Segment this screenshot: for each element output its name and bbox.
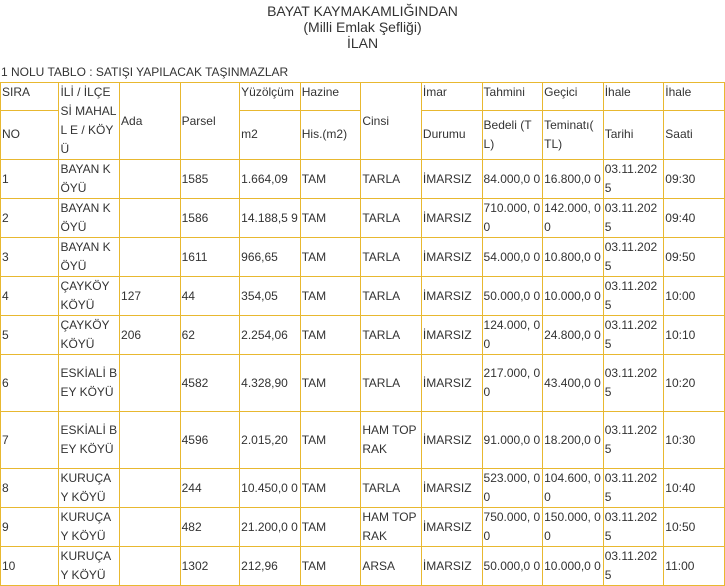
cell-yuz: 354,05 [240,277,301,316]
cell-saat: 09:40 [664,199,725,238]
cell-teminat: 43.400,0 0 [543,355,604,412]
cell-tarih: 03.11.202 5 [603,547,664,586]
cell-imar: İMARSIZ [421,508,482,547]
cell-cinsi: HAM TOPRAK [361,412,422,469]
table-row [1,160,725,199]
cell-no: 5 [1,316,59,355]
cell-koy: BAYAN KÖYÜ [59,160,120,199]
cell-parsel: 1611 [180,238,240,277]
cell-koy: ÇAYKÖY KÖYÜ [59,277,120,316]
cell-koy: BAYAN KÖYÜ [59,199,120,238]
table-row [1,547,725,586]
table-row [1,199,725,238]
cell-saat: 10:20 [664,355,725,412]
col-yuzolcum-unit: m2 [240,110,301,159]
table-row [1,508,725,547]
cell-tarih: 03.11.202 5 [603,238,664,277]
cell-yuz: 212,96 [240,547,301,586]
cell-hazine: TAM [300,277,361,316]
cell-parsel: 482 [180,508,240,547]
cell-bedel: 84.000,0 0 [482,160,543,199]
properties-table [0,82,725,586]
cell-ada [120,199,181,238]
cell-koy: ÇAYKÖY KÖYÜ [59,316,120,355]
cell-cinsi: TARLA [361,316,422,355]
cell-imar: İMARSIZ [421,277,482,316]
cell-bedel: 54.000,0 0 [482,238,543,277]
cell-bedel: 50.000,0 0 [482,547,543,586]
cell-saat: 09:50 [664,238,725,277]
cell-bedel: 124.000, 00 [482,316,543,355]
cell-no: 1 [1,160,59,199]
cell-imar: İMARSIZ [421,412,482,469]
cell-yuz: 2.015,20 [240,412,301,469]
table-row [1,277,725,316]
col-parsel: Parsel [180,83,240,160]
col-gecici-teminati: Teminatı( TL) [543,110,604,159]
cell-parsel: 1302 [180,547,240,586]
cell-hazine: TAM [300,316,361,355]
cell-parsel: 4582 [180,355,240,412]
cell-hazine: TAM [300,547,361,586]
cell-ada [120,355,181,412]
col-imar: İmar [421,83,482,111]
cell-teminat: 150.000, 00 [543,508,604,547]
cell-saat: 10:40 [664,469,725,508]
cell-tarih: 03.11.202 5 [603,316,664,355]
cell-saat: 10:30 [664,412,725,469]
cell-ada [120,160,181,199]
cell-imar: İMARSIZ [421,199,482,238]
cell-ada: 127 [120,277,181,316]
cell-koy: KURUÇA Y KÖYÜ [59,469,120,508]
cell-ada [120,412,181,469]
cell-saat: 10:50 [664,508,725,547]
cell-bedel: 217.000, 00 [482,355,543,412]
col-hazine: Hazine [300,83,361,111]
cell-cinsi: TARLA [361,160,422,199]
col-ihale-tarihi-label: Tarihi [603,110,664,159]
cell-parsel: 4596 [180,412,240,469]
cell-parsel: 244 [180,469,240,508]
cell-koy: KURUÇA Y KÖYÜ [59,547,120,586]
cell-parsel: 1586 [180,199,240,238]
cell-cinsi: TARLA [361,355,422,412]
col-gecici: Geçici [543,83,604,111]
cell-no: 7 [1,412,59,469]
cell-cinsi: TARLA [361,277,422,316]
table-row [1,469,725,508]
cell-yuz: 1.664,09 [240,160,301,199]
cell-teminat: 10.000,0 0 [543,547,604,586]
cell-yuz: 14.188,5 9 [240,199,301,238]
cell-hazine: TAM [300,160,361,199]
col-sira: SIRA [1,83,59,111]
col-yuzolcum: Yüzölçüm [240,83,301,111]
cell-bedel: 750.000, 00 [482,508,543,547]
cell-hazine: TAM [300,238,361,277]
cell-imar: İMARSIZ [421,238,482,277]
cell-cinsi: HAM TOPRAK [361,508,422,547]
cell-parsel: 44 [180,277,240,316]
col-cinsi: Cinsi [361,83,422,160]
cell-yuz: 10.450,0 0 [240,469,301,508]
cell-koy: KURUÇA Y KÖYÜ [59,508,120,547]
cell-hazine: TAM [300,412,361,469]
cell-cinsi: TARLA [361,199,422,238]
cell-tarih: 03.11.202 5 [603,355,664,412]
cell-parsel: 62 [180,316,240,355]
cell-saat: 09:30 [664,160,725,199]
cell-imar: İMARSIZ [421,469,482,508]
col-hazine-unit: His.(m2) [300,110,361,159]
cell-no: 10 [1,547,59,586]
cell-imar: İMARSIZ [421,547,482,586]
table-row [1,412,725,469]
table-row [1,238,725,277]
cell-no: 9 [1,508,59,547]
header-title: BAYAT KAYMAKAMLIĞINDAN [267,3,458,19]
cell-hazine: TAM [300,469,361,508]
cell-ada [120,508,181,547]
cell-cinsi: TARLA [361,238,422,277]
cell-teminat: 142.000, 00 [543,199,604,238]
col-imar-durumu: Durumu [421,110,482,159]
cell-yuz: 4.328,90 [240,355,301,412]
cell-no: 6 [1,355,59,412]
cell-tarih: 03.11.202 5 [603,199,664,238]
cell-koy: ESKİALİ BEY KÖYÜ [59,355,120,412]
col-tahmini-bedeli: Bedeli (TL) [482,110,543,159]
col-sira-no: NO [1,110,59,159]
header-ilan: İLAN [346,35,379,51]
cell-bedel: 50.000,0 0 [482,277,543,316]
table-row [1,355,725,412]
cell-teminat: 24.800,0 0 [543,316,604,355]
cell-cinsi: TARLA [361,469,422,508]
cell-yuz: 21.200,0 0 [240,508,301,547]
col-ili: İLİ / İLÇESİ MAHALL E / KÖYÜ [59,83,120,160]
cell-saat: 11:00 [664,547,725,586]
cell-hazine: TAM [300,199,361,238]
cell-no: 4 [1,277,59,316]
cell-koy: BAYAN KÖYÜ [59,238,120,277]
cell-teminat: 18.200,0 0 [543,412,604,469]
col-ada: Ada [120,83,181,160]
cell-parsel: 1585 [180,160,240,199]
cell-ada [120,238,181,277]
cell-cinsi: ARSA [361,547,422,586]
cell-tarih: 03.11.202 5 [603,277,664,316]
cell-imar: İMARSIZ [421,316,482,355]
cell-no: 2 [1,199,59,238]
cell-saat: 10:10 [664,316,725,355]
col-ihale-saati-label: Saati [664,110,725,159]
cell-yuz: 2.254,06 [240,316,301,355]
col-tahmini: Tahmini [482,83,543,111]
cell-saat: 10:00 [664,277,725,316]
cell-no: 8 [1,469,59,508]
cell-teminat: 10.000,0 0 [543,277,604,316]
cell-teminat: 104.600, 00 [543,469,604,508]
cell-bedel: 91.000,0 0 [482,412,543,469]
cell-tarih: 03.11.202 5 [603,412,664,469]
cell-yuz: 966,65 [240,238,301,277]
table-row [1,316,725,355]
cell-no: 3 [1,238,59,277]
col-ihale-saati: İhale [664,83,725,111]
table-title: 1 NOLU TABLO : SATIŞI YAPILACAK TAŞINMAZLAR [1,65,289,79]
col-ihale-tarihi: İhale [603,83,664,111]
cell-koy: ESKİALİ BEY KÖYÜ [59,412,120,469]
cell-teminat: 16.800,0 0 [543,160,604,199]
cell-tarih: 03.11.202 5 [603,469,664,508]
cell-teminat: 10.800,0 0 [543,238,604,277]
header-subtitle: (Milli Emlak Şefliği) [303,19,422,35]
document-header [0,0,725,51]
cell-hazine: TAM [300,355,361,412]
cell-ada [120,469,181,508]
cell-ada: 206 [120,316,181,355]
cell-tarih: 03.11.202 5 [603,508,664,547]
header-row-top [1,83,725,111]
cell-bedel: 710.000, 00 [482,199,543,238]
cell-imar: İMARSIZ [421,355,482,412]
cell-tarih: 03.11.202 5 [603,160,664,199]
cell-imar: İMARSIZ [421,160,482,199]
cell-hazine: TAM [300,508,361,547]
cell-bedel: 523.000, 00 [482,469,543,508]
cell-ada [120,547,181,586]
